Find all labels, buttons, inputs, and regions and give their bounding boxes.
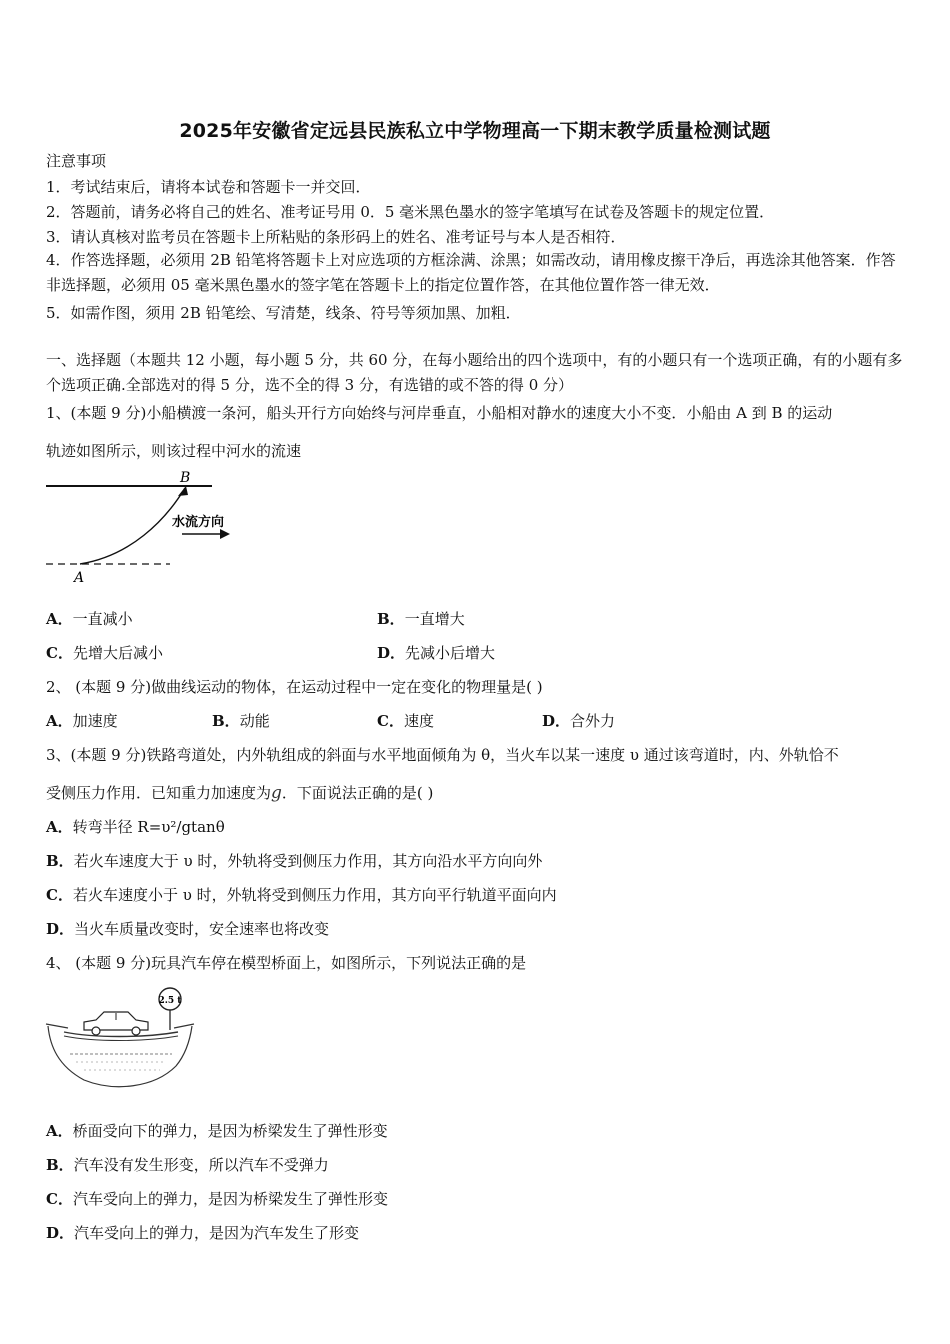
option-text: 若火车速度小于 υ 时，外轨将受到侧压力作用，其方向平行轨道平面向内: [72, 886, 557, 904]
option-letter: B．: [377, 610, 405, 628]
option-text: 汽车受向上的弹力，是因为汽车发生了形变: [74, 1224, 360, 1242]
section-header: 一、选择题（本题共 12 小题，每小题 5 分，共 60 分，在每小题给出的四个选项中，有的小题只有一个选项正确，有的小题有多个选项正确.全部选对的得 5 分，选不全的得 3 分，有选错的或不答的得 0 分）: [46, 351, 903, 394]
car-wheel-icon: [92, 1027, 100, 1035]
point-b-label: B: [180, 470, 191, 486]
option-letter: A．: [46, 610, 73, 628]
option-letter: B．: [212, 712, 240, 730]
q1-river-figure: [40, 466, 250, 586]
option-text: 一直减小: [72, 610, 133, 628]
option-text: 当火车质量改变时，安全速率也将改变: [74, 920, 330, 938]
option-letter: C．: [46, 1190, 73, 1208]
option-text: 一直增大: [404, 610, 465, 628]
q3-option-a[interactable]: [46, 816, 225, 837]
option-letter: C．: [377, 712, 404, 730]
q1-stem-line1: 1、(本题 9 分)小船横渡一条河，船头开行方向始终与河岸垂直，小船相对静水的速度大小不变．小船由 A 到 B 的运动: [46, 404, 833, 422]
q1-option-a[interactable]: [46, 608, 133, 629]
option-letter: A．: [46, 818, 73, 836]
q4-option-c[interactable]: [46, 1188, 388, 1209]
q2-stem: 2、 (本题 9 分)做曲线运动的物体，在运动过程中一定在变化的物理量是( ): [46, 678, 543, 696]
option-letter: C．: [46, 644, 73, 662]
q3-stem-text: ．下面说法正确的是( ): [281, 784, 434, 802]
option-letter: D．: [46, 1224, 75, 1242]
option-text: 加速度: [72, 712, 118, 730]
notice-heading: 注意事项: [46, 152, 107, 170]
q3-option-c[interactable]: [46, 884, 557, 905]
q3-option-d[interactable]: [46, 918, 329, 939]
trajectory-arrow-head: [178, 486, 188, 496]
q4-option-a[interactable]: [46, 1120, 388, 1141]
car-wheel-icon: [132, 1027, 140, 1035]
page-title: 2025年安徽省定远县民族私立中学物理高一下期末教学质量检测试题: [179, 120, 771, 142]
q4-option-b[interactable]: [46, 1154, 329, 1175]
q3-stem-text: 受侧压力作用．已知重力加速度为: [46, 784, 272, 802]
q4-option-d[interactable]: [46, 1222, 359, 1243]
bank-edge-left: [46, 1024, 68, 1028]
q3-stem-line1: 3、(本题 9 分)铁路弯道处，内外轨组成的斜面与水平地面倾角为 θ，当火车以某一速度 υ 通过该弯道时，内、外轨恰不: [46, 746, 839, 764]
q3-stem-line2: [46, 782, 433, 803]
sign-label: 2.5 t: [158, 996, 182, 1006]
q1-option-d[interactable]: [377, 642, 495, 663]
q2-option-d[interactable]: [542, 710, 615, 731]
option-text: 速度: [403, 712, 434, 730]
option-letter: A．: [46, 1122, 73, 1140]
option-letter: D．: [377, 644, 406, 662]
q2-option-c[interactable]: [377, 710, 434, 731]
bridge-deck: [64, 1032, 178, 1037]
q1-stem-line2: 轨迹如图所示，则该过程中河水的流速: [46, 442, 302, 460]
q3-option-b[interactable]: [46, 850, 542, 871]
q2-option-b[interactable]: [212, 710, 270, 731]
option-text: 先增大后减小: [72, 644, 163, 662]
option-letter: C．: [46, 886, 73, 904]
q1-option-b[interactable]: [377, 608, 465, 629]
bank-edge-right: [174, 1024, 194, 1028]
gravity-symbol: g: [271, 783, 282, 803]
option-letter: D．: [46, 920, 75, 938]
option-letter: B．: [46, 852, 74, 870]
flow-label: 水流方向: [172, 515, 225, 530]
q4-stem: 4、 (本题 9 分)玩具汽车停在模型桥面上，如图所示，下列说法正确的是: [46, 954, 527, 972]
option-letter: D．: [542, 712, 571, 730]
bridge-bank: [48, 1026, 192, 1087]
option-text: 转弯半径 R=υ²/gtanθ: [72, 818, 225, 836]
option-letter: A．: [46, 712, 73, 730]
notice-item: 3．请认真核对监考员在答题卡上所粘贴的条形码上的姓名、准考证号与本人是否相符．: [46, 228, 626, 246]
notice-item: 2．答题前，请务必将自己的姓名、准考证号用 0．5 毫米黑色墨水的签字笔填写在试卷及答题卡的规定位置．: [46, 203, 775, 221]
flow-arrow-icon: [220, 529, 230, 539]
option-letter: B．: [46, 1156, 74, 1174]
option-text: 若火车速度大于 υ 时，外轨将受到侧压力作用，其方向沿水平方向向外: [73, 852, 543, 870]
q4-bridge-figure: [44, 984, 196, 1092]
option-text: 汽车没有发生形变，所以汽车不受弹力: [73, 1156, 329, 1174]
q2-option-a[interactable]: [46, 710, 118, 731]
notice-item: 5．如需作图，须用 2B 铅笔绘、写清楚，线条、符号等须加黑、加粗．: [46, 304, 521, 322]
option-text: 合外力: [570, 712, 616, 730]
option-text: 桥面受向下的弹力，是因为桥梁发生了弹性形变: [72, 1122, 388, 1140]
notice-item: 4．作答选择题，必须用 2B 铅笔将答题卡上对应选项的方框涂满、涂黑；如需改动，请用橡皮擦干净后，再选涂其他答案．作答非选择题，必须用 05 毫米黑色墨水的签字笔在答题卡上的指定位置作答，在其他位置作答一律无效．: [46, 251, 896, 294]
option-text: 动能: [239, 712, 270, 730]
option-text: 先减小后增大: [405, 644, 496, 662]
option-text: 汽车受向上的弹力，是因为桥梁发生了弹性形变: [72, 1190, 388, 1208]
point-a-label: A: [74, 570, 85, 586]
q1-option-c[interactable]: [46, 642, 163, 663]
notice-item: 1．考试结束后，请将本试卷和答题卡一并交回．: [46, 178, 371, 196]
boat-trajectory: [80, 488, 185, 564]
